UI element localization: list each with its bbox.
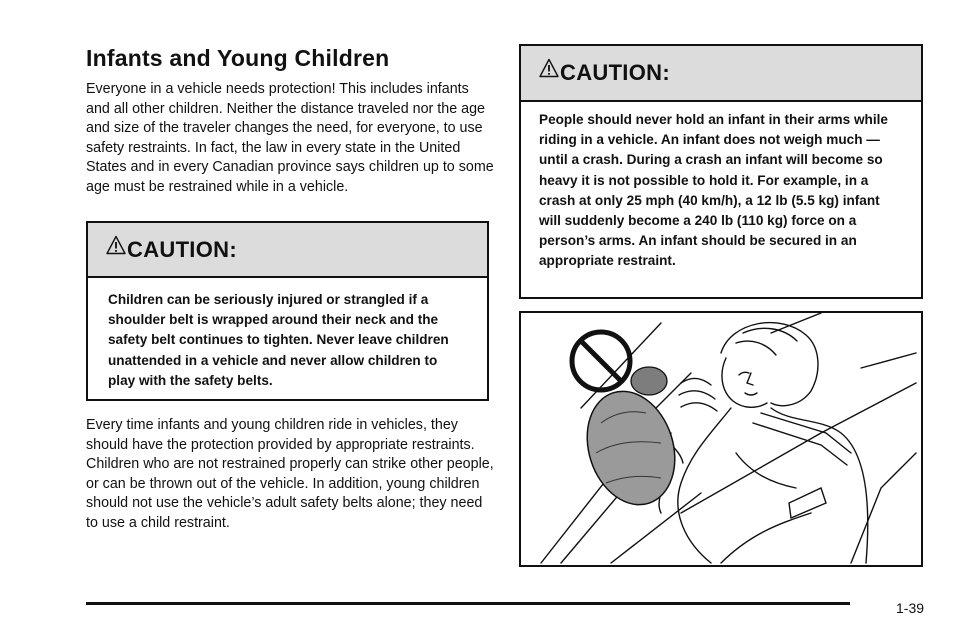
- caution-title: CAUTION:: [127, 236, 237, 262]
- footer-rule: [86, 602, 850, 605]
- caution-box-strangle: [86, 221, 489, 401]
- restraint-paragraph: Every time infants and young children ride in vehicles, they should have the protection provided by appropriate restraints. Children who are not restrained properly can strike other people, or can be thrown out of the vehicle. In addition, young children should not use the vehicle’s adult safety belts alone; they need to use a child restraint.: [86, 417, 494, 531]
- caution-header: [88, 223, 487, 278]
- illustration-drawing: [521, 313, 921, 565]
- caution-text: People should never hold an infant in their arms while riding in a vehicle. An infant does not weigh much — until a crash. During a crash an infant will become so heavy it is not possible to hold it. For example, in a crash at only 25 mph (40 km/h), a 12 lb (5.5 kg) infant will suddenly become a 240 lb (110 kg) force on a person’s arms. An infant should be secured in an appropriate restraint.: [539, 112, 888, 269]
- caution-text: Children can be seriously injured or strangled if a shoulder belt is wrapped around their neck and the safety belt continues to tighten. Never leave children unattended in a vehicle and never allow children to play with the safety belts.: [108, 292, 449, 388]
- page-number: 1-39: [896, 600, 925, 616]
- infant-in-arms-illustration: [519, 311, 923, 567]
- prohibition-sign-icon: [572, 332, 630, 390]
- warning-triangle-icon: [106, 235, 126, 255]
- caution-box-infant: [519, 44, 923, 299]
- warning-triangle-icon: [539, 58, 559, 78]
- caution-header: [521, 46, 921, 102]
- intro-paragraph: Everyone in a vehicle needs protection! This includes infants and all other children. Neither the distance traveled nor the age and size of the traveler changes the need, for everyone, to use safety restraints. In fact, the law in every state in the United States and in every Canadian province says children up to some age must be restrained while in a vehicle.: [86, 81, 494, 195]
- caution-title: CAUTION:: [560, 60, 670, 85]
- page-heading: Infants and Young Children: [86, 45, 390, 71]
